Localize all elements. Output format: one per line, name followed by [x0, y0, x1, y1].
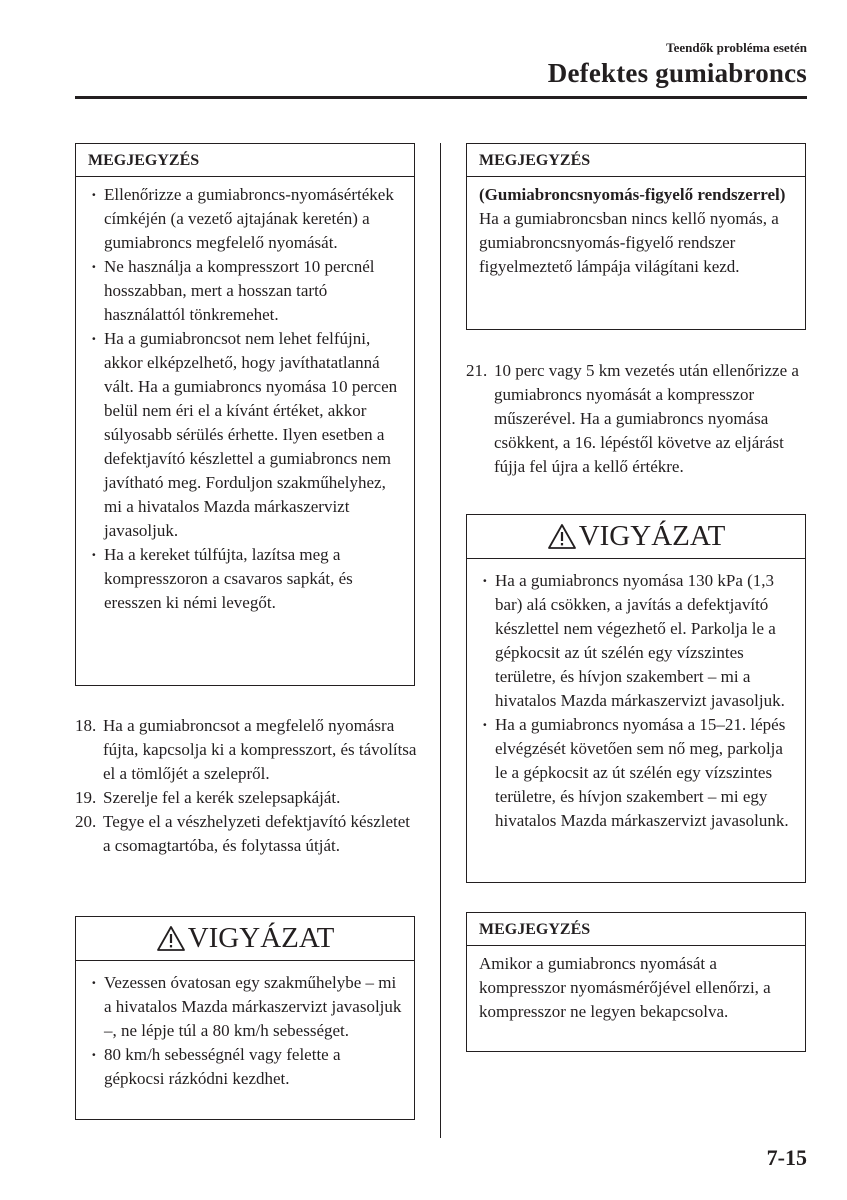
- warning-heading-text: VIGYÁZAT: [578, 520, 726, 552]
- note-bullet: · Ellenőrizze a gumiabroncs-nyomásértékek címkéjén (a vezető ajtajának keretén) a gumiabroncs megfelelő nyomását.: [88, 183, 402, 255]
- step-item: [75, 810, 420, 858]
- column-divider: [440, 143, 441, 1138]
- note-box-right-bottom: [466, 912, 806, 1052]
- step-number: 20.: [75, 812, 97, 831]
- note-heading: MEGJEGYZÉS: [467, 144, 805, 177]
- step-text: Tegye el a vészhelyzeti defektjavító készletet a csomagtartóba, és folytassa útját.: [103, 812, 411, 855]
- note-text: Ha a gumiabroncsban nincs kellő nyomás, a gumiabroncsnyomás-figyelő rendszer figyelmeztető lámpája világítani kezd.: [479, 209, 779, 276]
- step-text: Ha a gumiabroncsot a megfelelő nyomásra fújta, kapcsolja ki a kompresszort, és távolítsa el a tömlőjét a szelepről.: [103, 716, 417, 783]
- warning-bullet: · Ha a gumiabroncs nyomása 130 kPa (1,3 bar) alá csökken, a javítás a defektjavító készlettel nem végezhető el. Parkolja le a gépkocsit az út szélén egy vízszintes területre, és hívjon szakembert – mi a hivatalos Mazda márkaszervizt javasoljuk.: [479, 569, 793, 713]
- note-box-right-top: [466, 143, 806, 330]
- note-heading: MEGJEGYZÉS: [76, 144, 414, 177]
- note-subheading: (Gumiabroncsnyomás-figyelő rendszerrel): [479, 185, 786, 204]
- warning-bullet-list: [88, 971, 402, 1091]
- note-bullet: · Ne használja a kompresszort 10 percnél hosszabban, mert a hosszan tartó használattól tönkremehet.: [88, 255, 402, 327]
- warning-heading: [76, 917, 414, 961]
- step-number: 21.: [466, 361, 488, 380]
- step-item: [466, 359, 806, 479]
- note-heading: MEGJEGYZÉS: [467, 913, 805, 946]
- warning-heading-text: VIGYÁZAT: [187, 922, 335, 954]
- page-number: 7-15: [766, 1145, 807, 1170]
- warning-bullet: · Vezessen óvatosan egy szakműhelybe – mi a hivatalos Mazda márkaszervizt javasoljuk –, ne lépje túl a 80 km/h sebességet.: [88, 971, 402, 1043]
- note-box-left: [75, 143, 415, 686]
- step-list-left: [75, 714, 420, 858]
- warning-triangle-icon: [547, 523, 577, 550]
- section-title: Teendők probléma esetén: [666, 40, 807, 55]
- step-number: 19.: [75, 788, 97, 807]
- step-text: 10 perc vagy 5 km vezetés után ellenőrizze a gumiabroncs nyomását a kompresszor műszerével. Ha a gumiabroncs nyomása csökkent, a 16. lépéstől követve az eljárást fújja fel újra a kellő értékre.: [494, 361, 799, 476]
- page-title: Defektes gumiabroncs: [547, 58, 807, 88]
- warning-bullet: · Ha a gumiabroncs nyomása a 15–21. lépés elvégzését követően sem nő meg, parkolja le a gépkocsit az út szélén egy vízszintes területre, és hívjon szakembert – mi egy hivatalos Mazda márkaszervizt javasolunk.: [479, 713, 793, 833]
- step-list-right: [466, 359, 806, 479]
- warning-heading: [467, 515, 805, 559]
- step-item: [75, 786, 420, 810]
- warning-bullet-list: [479, 569, 793, 833]
- note-bullet: · Ha a kereket túlfújta, lazítsa meg a kompresszoron a csavaros sapkát, és eresszen ki némi levegőt.: [88, 543, 402, 615]
- warning-bullet: · 80 km/h sebességnél vagy felette a gépkocsi rázkódni kezdhet.: [88, 1043, 402, 1091]
- warning-box-left: [75, 916, 415, 1120]
- warning-box-right: [466, 514, 806, 883]
- note-text: Amikor a gumiabroncs nyomását a kompresszor nyomásmérőjével ellenőrzi, a kompresszor ne legyen bekapcsolva.: [479, 954, 771, 1021]
- header-rule: [75, 96, 807, 99]
- step-text: Szerelje fel a kerék szelepsapkáját.: [103, 788, 341, 807]
- step-number: 18.: [75, 716, 97, 735]
- step-item: [75, 714, 420, 786]
- note-bullet: · Ha a gumiabroncsot nem lehet felfújni, akkor elképzelhető, hogy javíthatatlanná vált. Ha a gumiabroncs nyomása 10 percen belül nem éri el a kívánt értéket, akkor súlyosabb sérülés érhette. Ilyen esetben a defektjavító készlettel a gumiabroncs nem javítható meg. Forduljon szakműhelyhez, mi a hivatalos Mazda márkaszervizt javasoljuk.: [88, 327, 402, 543]
- warning-triangle-icon: [156, 925, 186, 952]
- note-bullet-list: [88, 183, 402, 615]
